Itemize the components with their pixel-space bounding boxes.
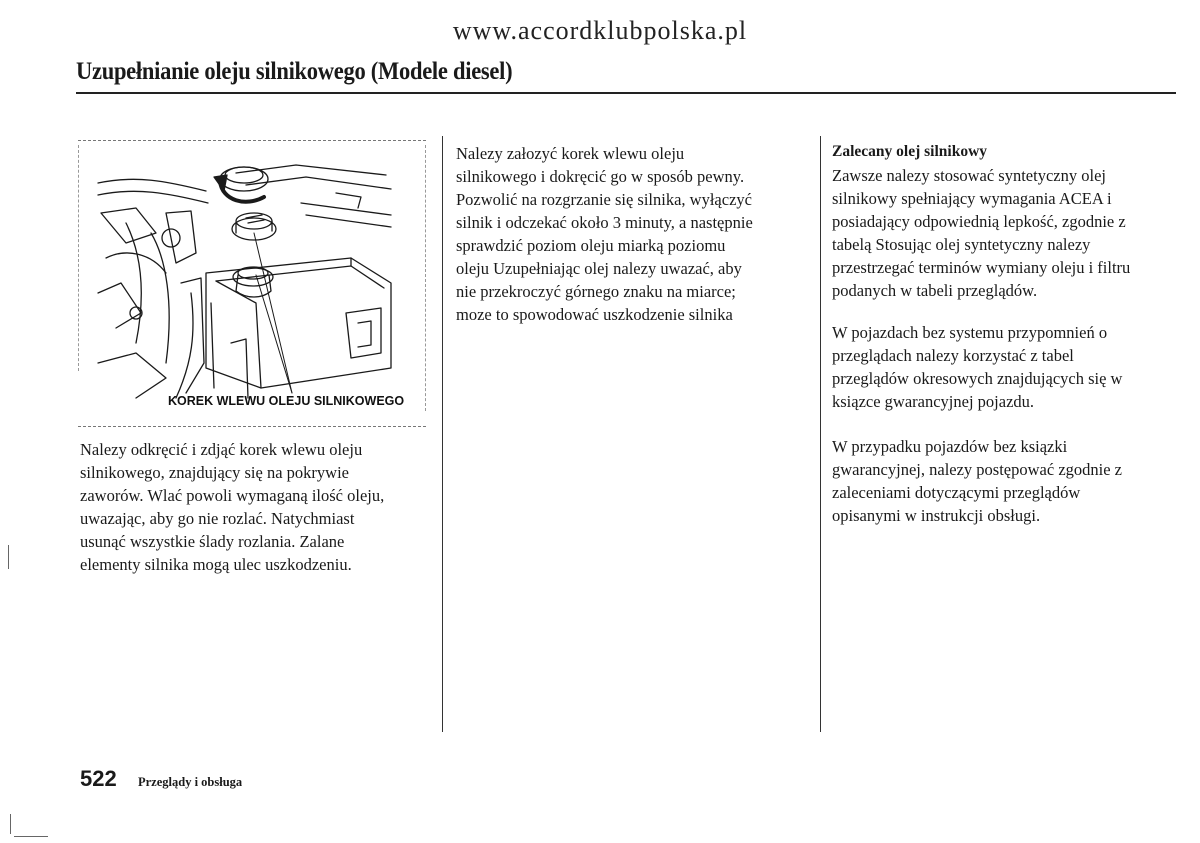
column-divider-right <box>820 136 821 732</box>
right-column-paragraph-3 <box>832 435 1122 527</box>
middle-column-paragraph <box>456 142 753 326</box>
text-line: Nalezy załozyć korek wlewu oleju <box>456 144 685 163</box>
text-line: przestrzegać terminów wymiany oleju i filtru <box>832 258 1131 277</box>
text-line: W pojazdach bez systemu przypomnień o <box>832 323 1108 342</box>
text-line: opisanymi w instrukcji obsługi. <box>832 506 1041 525</box>
text-line: elementy silnika mogą ulec uszkodzeniu. <box>80 555 352 574</box>
scan-mark <box>14 836 48 837</box>
text-line: silnikowego, znajdujący się na pokrywie <box>80 463 349 482</box>
text-line: zaleceniami dotyczącymi przeglądów <box>832 483 1081 502</box>
column-divider-left <box>442 136 443 732</box>
right-column-paragraph-2 <box>832 321 1122 413</box>
section-name: Przeglądy i obsługa <box>138 775 243 789</box>
text-line: przeglądów okresowych znajdujących się w <box>832 369 1123 388</box>
text-line: oleju Uzupełniając olej nalezy uwazać, aby <box>456 259 742 278</box>
text-line: silnikowy spełniający wymagania ACEA i <box>832 189 1112 208</box>
figure-border <box>425 145 426 411</box>
figure-caption: KOREK WLEWU OLEJU SILNIKOWEGO <box>168 394 405 408</box>
page-number: 522 <box>80 766 117 791</box>
text-line: tabelą Stosując olej syntetyczny nalezy <box>832 235 1091 254</box>
text-line: Nalezy odkręcić i zdjąć korek wlewu oleju <box>80 440 363 459</box>
text-line: posiadający odpowiednią lepkość, zgodnie z <box>832 212 1126 231</box>
engine-oil-cap-illustration <box>96 163 396 403</box>
figure <box>78 140 426 427</box>
text-line: przeglądach nalezy korzystać z tabel <box>832 346 1074 365</box>
text-line: W przypadku pojazdów bez ksiązki <box>832 437 1068 456</box>
site-url: www.accordklubpolska.pl <box>452 16 748 45</box>
scan-mark <box>10 814 11 834</box>
text-line: Pozwolić na rozgrzanie się silnika, wyłączyć <box>456 190 752 209</box>
text-line: usunąć wszystkie ślady rozlania. Zalane <box>80 532 345 551</box>
section-heading: Zalecany olej silnikowy <box>832 143 988 160</box>
text-line: Zawsze nalezy stosować syntetyczny olej <box>832 166 1106 185</box>
text-line: sprawdzić poziom oleju miarką poziomu <box>456 236 726 255</box>
scan-mark <box>8 545 9 569</box>
text-line: uwazając, aby go nie rozlać. Natychmiast <box>80 509 355 528</box>
text-line: silnik i odczekać około 3 minuty, a następnie <box>456 213 753 232</box>
text-line: gwarancyjnej, nalezy postępować zgodnie z <box>832 460 1122 479</box>
text-line: ksiązce gwarancyjnej pojazdu. <box>832 392 1035 411</box>
text-line: zaworów. Wlać powoli wymaganą ilość oleju, <box>80 486 385 505</box>
right-column-paragraph-1 <box>832 164 1130 302</box>
text-line: nie przekroczyć górnego znaku na miarce; <box>456 282 736 301</box>
text-line: podanych w tabeli przeglądów. <box>832 281 1038 300</box>
text-line: moze to spowodować uszkodzenie silnika <box>456 305 733 324</box>
left-column-paragraph <box>80 438 384 576</box>
page-title: Uzupełnianie oleju silnikowego (Modele diesel) <box>76 58 513 85</box>
figure-border <box>78 145 79 371</box>
title-rule <box>76 92 1176 94</box>
text-line: silnikowego i dokręcić go w sposób pewny. <box>456 167 745 186</box>
